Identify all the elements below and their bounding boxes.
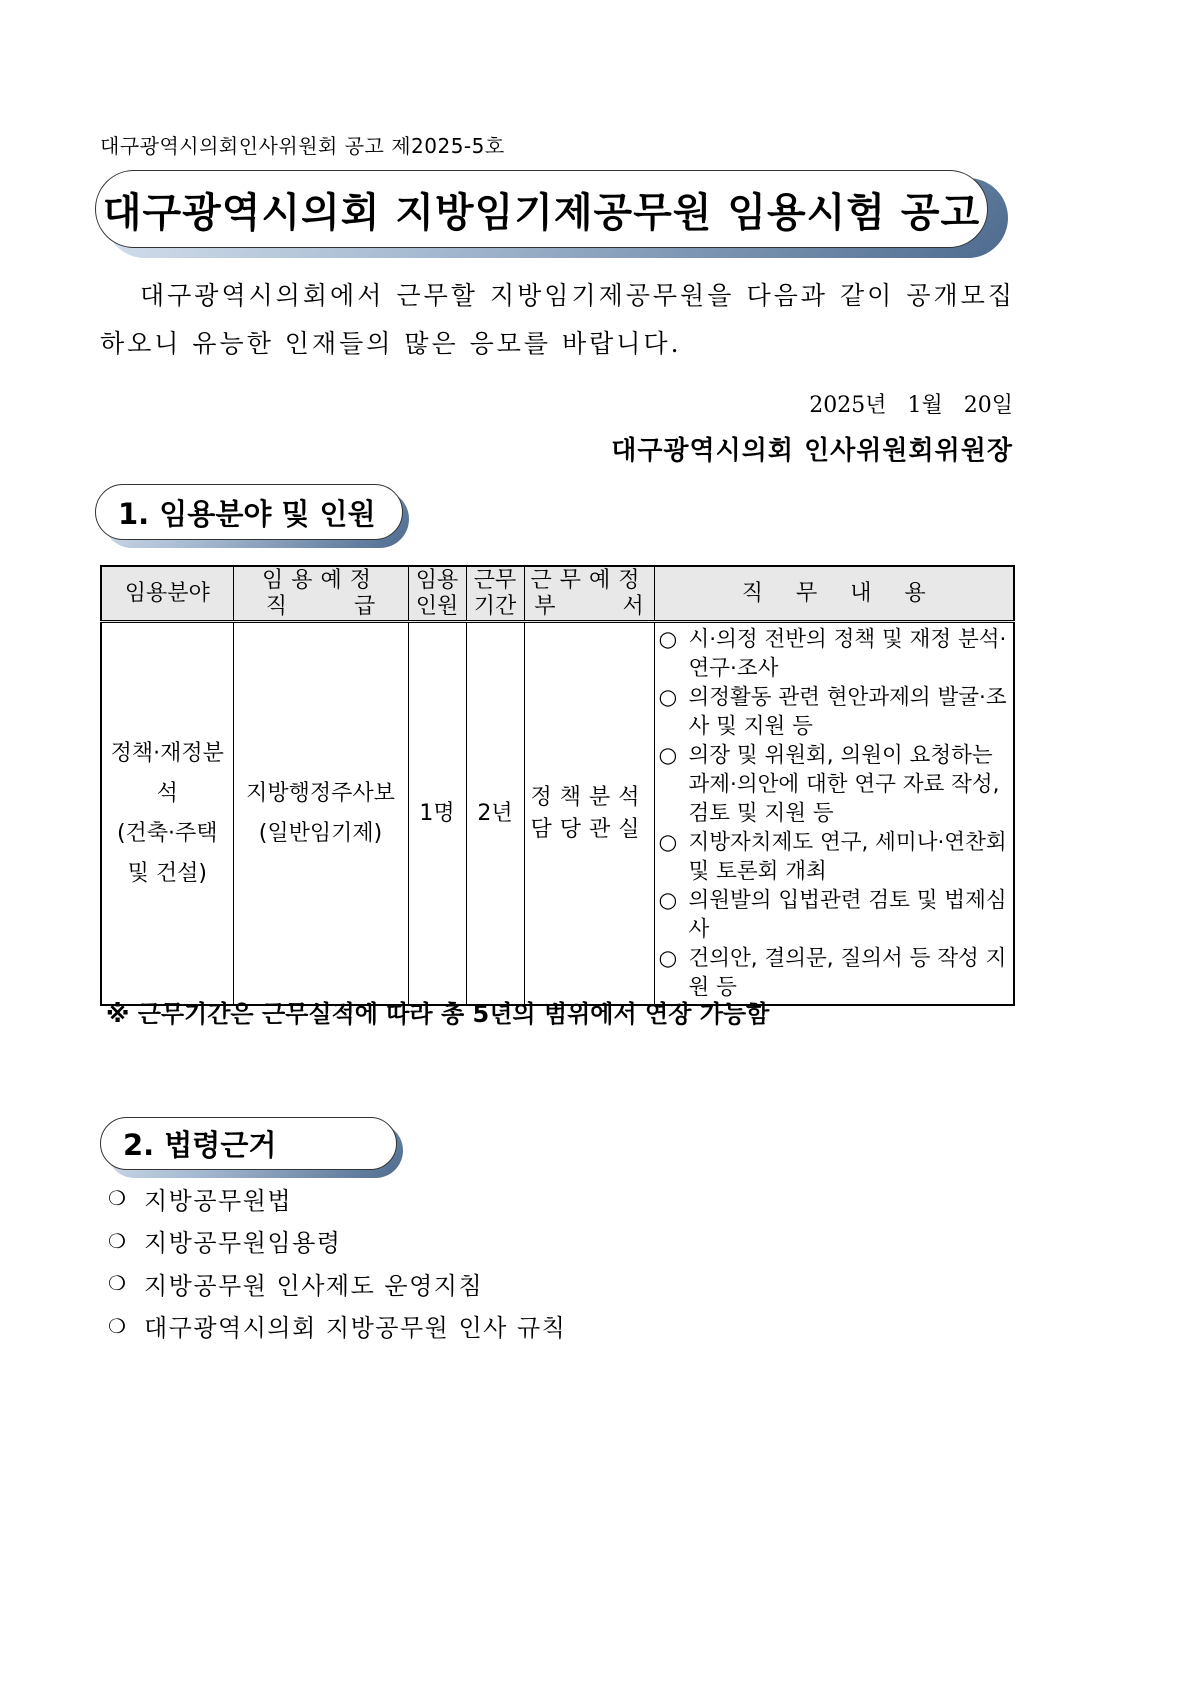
header-grade-line2: 직 급 (265, 593, 376, 619)
cell-grade-line2: (일반임기제) (258, 820, 383, 846)
duty-item (659, 828, 1010, 886)
bullet-icon: ❍ (108, 1186, 128, 1211)
list-item (108, 1177, 566, 1220)
section1-banner (95, 484, 403, 540)
duty-item (659, 741, 1010, 828)
intro-paragraph (100, 272, 1015, 368)
section1-title: 1. 임용분야 및 인원 (118, 496, 376, 531)
duty-bullet: ○ (658, 627, 678, 652)
list-item-text: 지방공무원 인사제도 운영지침 (144, 1271, 484, 1300)
intro-line-1: 대구광역시의회에서 근무할 지방임기제공무원을 다음과 같이 공개모집 (140, 281, 1015, 310)
announcement-date: 2025년 1월 20일 (809, 393, 1013, 418)
header-count-line2: 인원 (415, 593, 459, 619)
cell-count: 1명 (408, 622, 466, 1006)
page-title: 대구광역시의회 지방임기제공무원 임용시험 공고 (102, 189, 981, 236)
section2-title: 2. 법령근거 (123, 1128, 277, 1162)
section2-banner (100, 1117, 397, 1170)
duty-text: 의원발의 입법관련 검토 및 법제심사 (688, 888, 1007, 942)
duty-item (659, 886, 1010, 944)
cell-field-line2: (건축·주택 (116, 820, 218, 846)
list-item-text: 지방공무원법 (144, 1186, 293, 1215)
header-duties: 직 무 내 용 (654, 566, 1014, 622)
title-banner (95, 170, 988, 248)
intro-line-2: 하오니 유능한 인재들의 많은 응모를 바랍니다. (100, 329, 682, 358)
legal-basis-list (108, 1177, 566, 1347)
header-period (466, 566, 524, 622)
header-period-line2: 기간 (473, 593, 517, 619)
duty-bullet: ○ (658, 946, 678, 971)
duty-text: 시·의정 전반의 정책 및 재정 분석·연구·조사 (688, 627, 1007, 681)
duty-bullet: ○ (658, 888, 678, 913)
cell-field (101, 622, 233, 1006)
section1-banner-box (95, 484, 403, 540)
list-item-text: 지방공무원임용령 (144, 1229, 342, 1258)
extension-note: ※ 근무기간은 근무실적에 따라 총 5년의 범위에서 연장 가능함 (106, 1000, 770, 1028)
duty-bullet: ○ (658, 743, 678, 768)
table-row (101, 622, 1014, 1006)
list-item (108, 1220, 566, 1263)
header-field: 임용분야 (101, 566, 233, 622)
duty-text: 지방자치제도 연구, 세미나·연찬회 및 토론회 개최 (688, 830, 1007, 884)
cell-dept (524, 622, 654, 1006)
duty-text: 의장 및 위원회, 의원이 요청하는 과제·의안에 대한 연구 자료 작성, 검토 및 지원 등 (688, 743, 1000, 826)
header-dept-line1: 근무예정 (530, 567, 648, 593)
bullet-icon: ❍ (108, 1271, 128, 1296)
cell-dept-line2: 담당관실 (530, 816, 648, 842)
duty-item (659, 625, 1010, 683)
list-item (108, 1305, 566, 1348)
header-period-line1: 근무 (473, 567, 517, 593)
recruitment-table (100, 565, 1015, 1006)
cell-period: 2년 (466, 622, 524, 1006)
cell-grade-line1: 지방행정주사보 (246, 780, 395, 806)
bullet-icon: ❍ (108, 1313, 128, 1338)
signer: 대구광역시의회 인사위원회위원장 (611, 436, 1013, 466)
bullet-icon: ❍ (108, 1228, 128, 1253)
title-banner-box (95, 170, 988, 248)
duty-text: 건의안, 결의문, 질의서 등 작성 지원 등 (688, 946, 1007, 1000)
cell-field-line3: 및 건설) (127, 860, 207, 886)
cell-dept-line1: 정책분석 (530, 784, 648, 810)
cell-duties (654, 622, 1014, 1006)
notice-number: 대구광역시의회인사위원회 공고 제2025-5호 (100, 134, 505, 158)
duty-bullet: ○ (658, 685, 678, 710)
duty-item (659, 683, 1010, 741)
cell-grade (233, 622, 408, 1006)
duty-text: 의정활동 관련 현안과제의 발굴·조사 및 지원 등 (688, 685, 1007, 739)
header-dept (524, 566, 654, 622)
table-header-row (101, 566, 1014, 622)
header-grade (233, 566, 408, 622)
list-item-text: 대구광역시의회 지방공무원 인사 규칙 (144, 1314, 567, 1343)
header-count-line1: 임용 (415, 567, 459, 593)
header-count (408, 566, 466, 622)
header-dept-line2: 부 서 (534, 593, 644, 619)
list-item (108, 1262, 566, 1305)
section2-banner-box (100, 1117, 397, 1170)
duty-bullet: ○ (658, 830, 678, 855)
header-grade-line1: 임용예정 (261, 567, 379, 593)
cell-field-line1: 정책·재정분석 (110, 740, 224, 806)
